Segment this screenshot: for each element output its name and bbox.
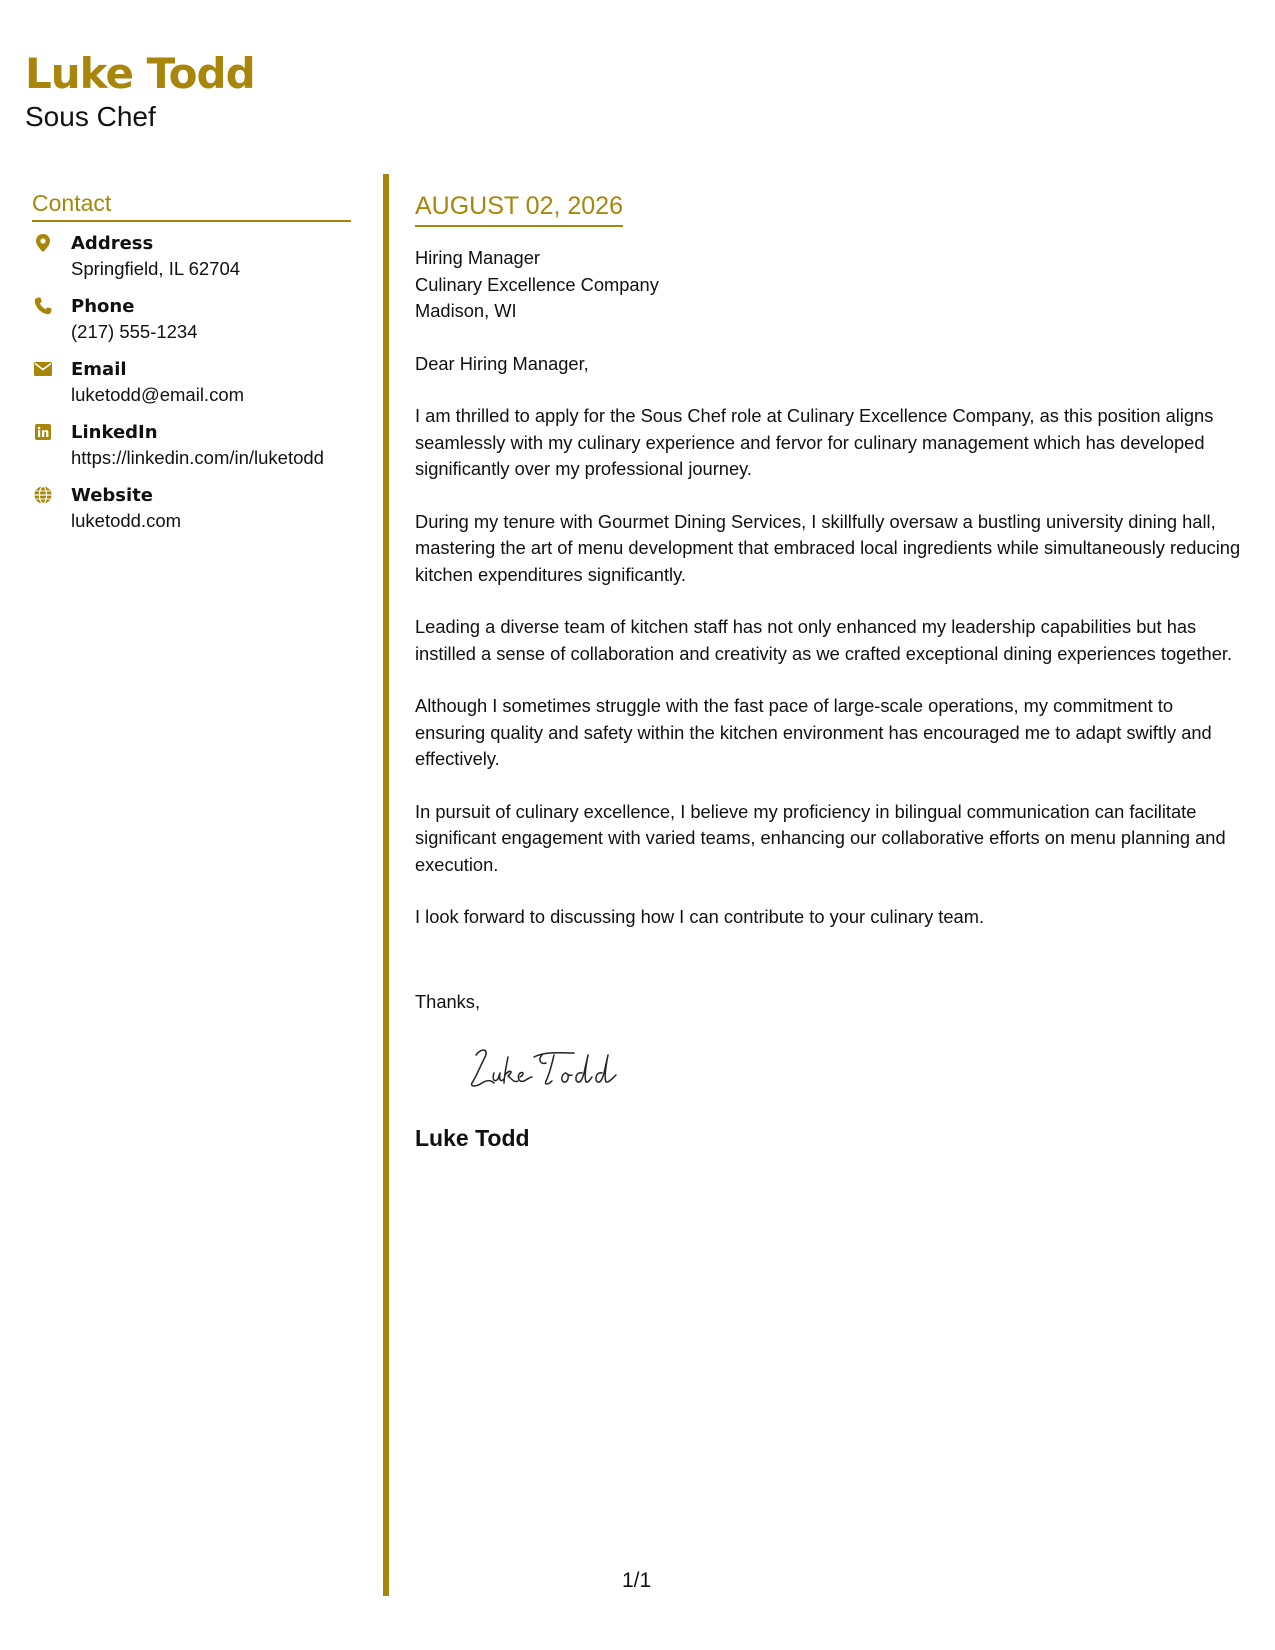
contact-item-address [32,232,351,281]
signer-name: Luke Todd [415,1125,530,1151]
cover-letter-body [415,190,1245,1153]
recipient-company: Culinary Excellence Company [415,273,659,295]
address-value: Springfield, IL 62704 [71,258,241,279]
contact-label: Address [71,233,154,254]
body-paragraph: In pursuit of culinary excellence, I believe my proficiency in bilingual communication can facilitate significant engagement with varied teams, enhancing our collaborative efforts on menu planning and execution. [415,800,1226,875]
applicant-name: Luke Todd [25,49,255,98]
contact-label: Website [71,485,154,506]
handwritten-signature [462,1043,1245,1103]
contact-label: Phone [71,296,135,317]
recipient-location: Madison, WI [415,300,517,321]
body-paragraph: During my tenure with Gourmet Dining Services, I skillfully oversaw a bustling university dining hall, mastering the art of menu development that embraced local ingredients while simultaneously reducing kitchen expenditures significantly. [415,510,1241,585]
contact-item-phone [32,295,351,344]
vertical-divider [383,174,389,1596]
contact-sidebar [32,188,351,547]
globe-icon [34,486,52,504]
contact-label: Email [71,359,127,380]
letter-date: AUGUST 02, 2026 [415,190,623,227]
envelope-icon [34,360,52,378]
page-number: 1/1 [622,1569,652,1592]
salutation: Dear Hiring Manager, [415,352,589,374]
email-value[interactable]: luketodd@email.com [71,384,245,405]
contact-item-website [32,484,351,533]
phone-value: (217) 555-1234 [71,321,198,342]
body-paragraph: Leading a diverse team of kitchen staff has not only enhanced my leadership capabilities but has instilled a sense of collaboration and creativity as we crafted exceptional dining experiences together. [415,616,1233,664]
recipient-title: Hiring Manager [415,247,540,268]
linkedin-icon [34,423,52,441]
linkedin-value[interactable]: https://linkedin.com/in/luketodd [71,447,324,468]
body-paragraph: I am thrilled to apply for the Sous Chef role at Culinary Excellence Company, as this position aligns seamlessly with my culinary experience and fervor for culinary management which has developed significantly over my professional journey. [415,405,1214,479]
closing: Thanks, [415,990,481,1012]
applicant-role: Sous Chef [25,101,156,132]
map-pin-icon [34,234,52,252]
recipient-block [415,245,1245,325]
body-paragraph: Although I sometimes struggle with the fast pace of large-scale operations, my commitment to ensuring quality and safety within the kitchen environment has encouraged me to adapt swiftly and effectively. [415,695,1212,769]
contact-label: LinkedIn [71,422,158,443]
resume-header [25,48,255,134]
contact-item-email [32,358,351,407]
contact-item-linkedin [32,421,351,470]
body-paragraph: I look forward to discussing how I can contribute to your culinary team. [415,906,985,927]
contact-heading: Contact [32,188,351,222]
website-value[interactable]: luketodd.com [71,510,182,531]
phone-icon [34,297,52,315]
